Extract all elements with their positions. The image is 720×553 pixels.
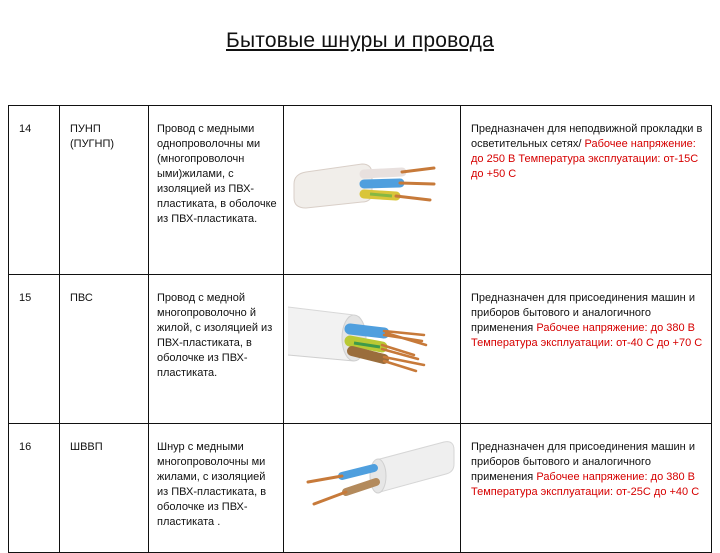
cable-image — [284, 106, 461, 275]
info-purpose: Предназначен для присоединения машин и приборов бытового и аналогичного применения — [471, 292, 695, 334]
page-title: Бытовые шнуры и провода — [226, 29, 494, 52]
cable-table — [8, 105, 712, 553]
info-purpose: Предназначен для неподвижной прокладки в осветительных сетях/ — [471, 123, 703, 150]
info-specs: Рабочее напряжение: до 380 В Температура эксплуатации: от-40 С до +70 С — [471, 322, 703, 349]
row-number: 15 — [9, 275, 60, 424]
cable-mark: ПВС — [60, 275, 149, 424]
table-row — [9, 275, 712, 424]
row-number: 14 — [9, 106, 60, 275]
round-cable-icon — [284, 275, 460, 403]
flat-cord-icon — [284, 424, 460, 532]
flat-cable-icon — [284, 106, 460, 254]
cable-image — [284, 424, 461, 553]
cable-mark: ШВВП — [60, 424, 149, 553]
cable-description: Провод с медными однопроволочны ми (многопроволочн ыми)жилами, с изоляцией из ПВХ-пластиката, в оболочке из ПВХ-пластиката. — [149, 106, 284, 275]
cable-info — [461, 106, 712, 275]
info-specs: Рабочее напряжение: до 250 В Температура эксплуатации: от-15С до +50 С — [471, 138, 699, 180]
cable-info — [461, 275, 712, 424]
table-row — [9, 424, 712, 553]
cable-description: Шнур с медными многопроволочны ми жилами, с изоляцией из ПВХ-пластиката, в оболочке из ПВХ-пластиката . — [149, 424, 284, 553]
info-specs: Рабочее напряжение: до 380 В Температура эксплуатации: от-25С до +40 С — [471, 471, 700, 498]
row-number: 16 — [9, 424, 60, 553]
cable-description: Провод с медной многопроволочно й жилой, с изоляцией из ПВХ-пластиката, в оболочке из ПВХ-пластиката. — [149, 275, 284, 424]
info-purpose: Предназначен для присоединения машин и приборов бытового и аналогичного применения — [471, 441, 695, 483]
cable-info — [461, 424, 712, 553]
cable-image — [284, 275, 461, 424]
table-row — [9, 106, 712, 275]
cable-mark: ПУНП (ПУГНП) — [60, 106, 149, 275]
